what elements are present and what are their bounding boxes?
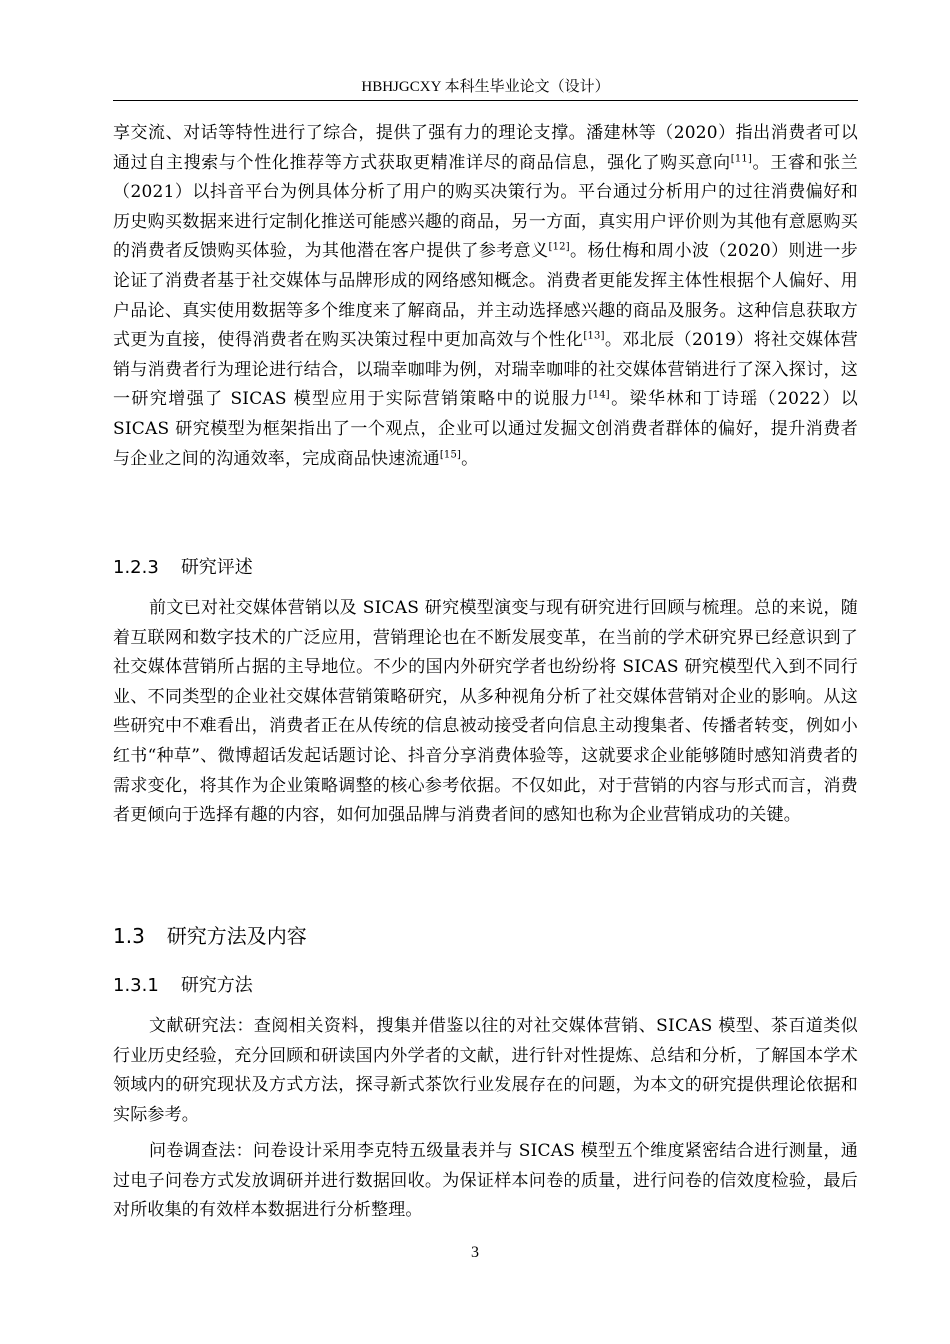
citation: [15] — [439, 448, 462, 460]
citation: [12] — [548, 241, 570, 253]
paragraph-text: 。梁华林和丁诗瑶（2022）以 SICAS 研究模型为框架指出了一个观点，企业可以通过发掘文创消费者群体的偏好，提升消费者与企业之间的沟通效率，完成商品快速流通 — [113, 389, 859, 469]
section-heading-1-3-1 — [113, 971, 253, 997]
section-number: 1.3.1 — [113, 975, 159, 996]
citation: [11] — [730, 152, 753, 164]
section-heading-1-2-3 — [113, 553, 253, 579]
paragraph-text: 文献研究法：查阅相关资料，搜集并借鉴以往的对社交媒体营销、SICAS 模型、茶百道类似行业历史经验，充分回顾和研读国内外学者的文献，进行针对性提炼、总结和分析，了解国本学术领域内的研究现状及方式方法，探寻新式茶饮行业发展存在的问题，为本文的研究提供理论依据和实际参考。 — [113, 1016, 858, 1125]
section-heading-1-3 — [113, 920, 307, 949]
paragraph-survey-method — [113, 1137, 858, 1226]
section-title: 研究方法及内容 — [166, 924, 307, 948]
paragraph-literature-review — [113, 119, 858, 474]
paragraph-literature-method — [113, 1012, 858, 1130]
page-number: 3 — [471, 1244, 479, 1261]
section-title: 研究方法 — [180, 975, 253, 996]
section-number: 1.2.3 — [113, 557, 159, 578]
header-rule — [113, 100, 858, 101]
paragraph-text: 。杨仕梅和周小波（2020）则进一步论证了消费者基于社交媒体与品牌形成的网络感知概念。消费者更能发挥主体性根据个人偏好、用户品论、真实使用数据等多个维度来了解商品，并主动选择感兴趣的商品及服务。这种信息获取方式更为直接，使得消费者在购买决策过程中更加高效与个性化 — [113, 241, 858, 351]
section-number: 1.3 — [113, 924, 145, 948]
citation: [13] — [583, 330, 605, 342]
citation: [14] — [588, 389, 610, 401]
paragraph-text: 享交流、对话等特性进行了综合，提供了强有力的理论支撑。潘建林等（2020）指出消费者可以通过自主搜索与个性化推荐等方式获取更精准详尽的商品信息，强化了购买意向 — [113, 123, 858, 173]
paragraph-text: 前文已对社交媒体营销以及 SICAS 研究模型演变与现有研究进行回顾与梳理。总的来说，随着互联网和数字技术的广泛应用，营销理论也在不断发展变革，在当前的学术研究界已经意识到了社交媒体营销所占据的主导地位。不少的国内外研究学者也纷纷将 SICAS 研究模型代入到不同行业、不同类型的企业社交媒体营销策略研究，从多种视角分析了社交媒体营销对企业的影响。从这些研究中不难看出，消费者正在从传统的信息被动接受者向信息主动搜集者、传播者转变，例如小红书“种草”、微博超话发起话题讨论、抖音分享消费体验等，这就要求企业能够随时感知消费者的需求变化，将其作为企业策略调整的核心参考依据。不仅如此，对于营销的内容与形式而言，消费者更倾向于选择有趣的内容，如何加强品牌与消费者间的感知也称为企业营销成功的关键。 — [113, 598, 858, 826]
page-header: HBHJGCXY 本科生毕业论文（设计） — [361, 79, 610, 95]
section-title: 研究评述 — [180, 557, 253, 578]
paragraph-text: 问卷调查法：问卷设计采用李克特五级量表并与 SICAS 模型五个维度紧密结合进行测量，通过电子问卷方式发放调研并进行数据回收。为保证样本问卷的质量，进行问卷的信效度检验，最后对所收集的有效样本数据进行分析整理。 — [113, 1141, 858, 1221]
paragraph-text: 。 — [461, 448, 479, 469]
paragraph-text: 。邓北辰（2019）将社交媒体营销与消费者行为理论进行结合，以瑞幸咖啡为例，对瑞幸咖啡的社交媒体营销进行了深入探讨，这一研究增强了 SICAS 模型应用于实际营销策略中的说服力 — [113, 330, 858, 410]
paragraph-text: 。王睿和张兰（2021）以抖音平台为例具体分析了用户的购买决策行为。平台通过分析用户的过往消费偏好和历史购买数据来进行定制化推送可能感兴趣的商品，另一方面，真实用户评价则为其他有意愿购买的消费者反馈购买体验，为其他潜在客户提供了参考意义 — [113, 152, 858, 262]
paragraph-research-review — [113, 594, 858, 831]
